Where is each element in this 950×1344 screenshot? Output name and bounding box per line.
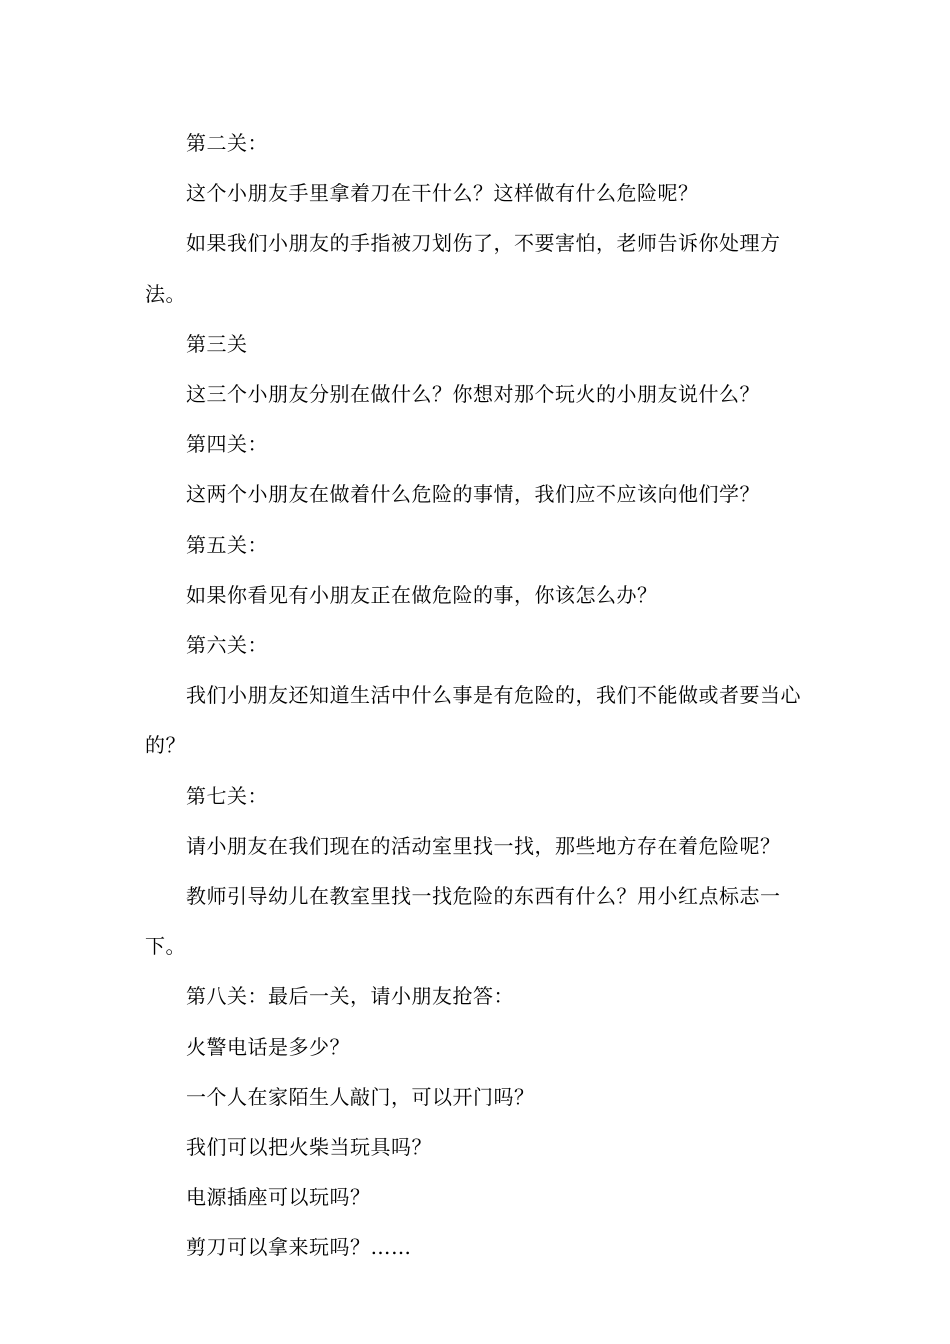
note-cut-finger: 如果我们小朋友的手指被刀划伤了，不要害怕，老师告诉你处理方法。 bbox=[145, 231, 781, 306]
quiz-scissors: 剪刀可以拿来玩吗？…… bbox=[186, 1235, 412, 1260]
heading-level-6: 第六关： bbox=[186, 633, 268, 658]
heading-level-2: 第二关： bbox=[186, 131, 268, 155]
quiz-matches: 我们可以把火柴当玩具吗？ bbox=[186, 1135, 432, 1160]
question-what-to-do: 如果你看见有小朋友正在做危险的事，你该怎么办？ bbox=[186, 582, 658, 607]
teacher-guidance: 教师引导幼儿在教室里找一找危险的东西有什么？用小红点标志一下。 bbox=[145, 884, 781, 959]
quiz-fire-number: 火警电话是多少？ bbox=[186, 1034, 350, 1059]
question-danger-learn: 这两个小朋友在做着什么危险的事情，我们应不应该向他们学？ bbox=[186, 482, 760, 507]
question-daily-dangers: 我们小朋友还知道生活中什么事是有危险的，我们不能做或者要当心的？ bbox=[145, 683, 801, 758]
quiz-stranger-door: 一个人在家陌生人敲门，可以开门吗？ bbox=[186, 1084, 535, 1109]
heading-level-3: 第三关 bbox=[186, 331, 248, 356]
quiz-socket: 电源插座可以玩吗？ bbox=[186, 1185, 371, 1210]
question-knife: 这个小朋友手里拿着刀在干什么？这样做有什么危险呢？ bbox=[186, 181, 699, 206]
question-fire: 这三个小朋友分别在做什么？你想对那个玩火的小朋友说什么？ bbox=[186, 382, 760, 407]
heading-level-8: 第八关：最后一关，请小朋友抢答： bbox=[186, 984, 514, 1009]
heading-level-7: 第七关： bbox=[186, 783, 268, 808]
heading-level-4: 第四关： bbox=[186, 432, 268, 457]
question-room-search: 请小朋友在我们现在的活动室里找一找，那些地方存在着危险呢？ bbox=[186, 833, 781, 858]
document-body bbox=[145, 118, 810, 1273]
heading-level-5: 第五关： bbox=[186, 532, 268, 557]
